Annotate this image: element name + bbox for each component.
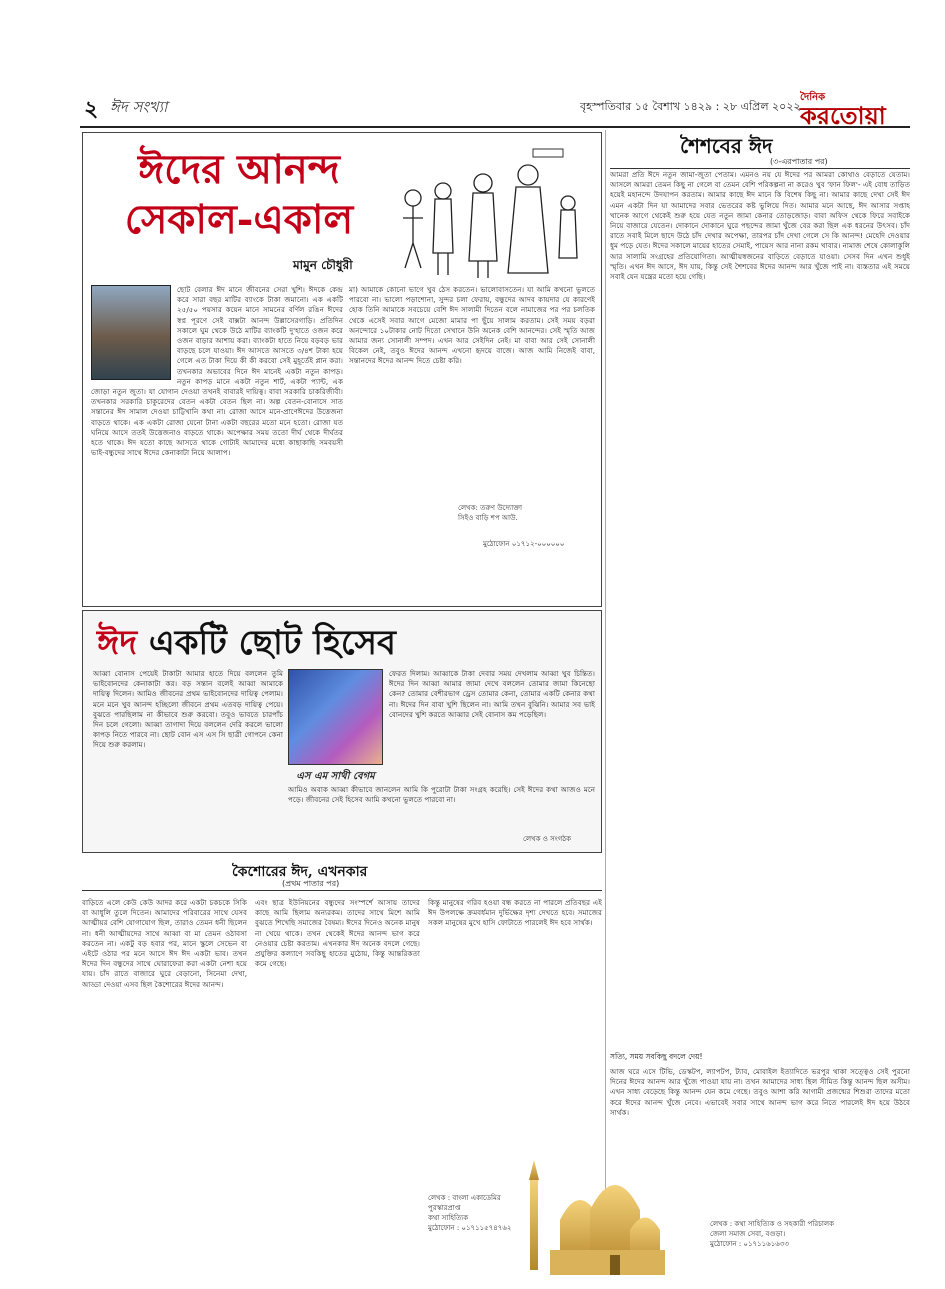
article-body: আমরা প্রতি ঈদে নতুন জামা-জুতা পেতাম। এমনও নয় যে ঈদের পর আমরা কোথাও বেড়াতে যেতাম। আসলে আমরা তেমন কিছু না গেলে বা তেমন বেশি পরিকল্পনা না করেও খুব 'ফান ফিল'- এই বোধ তাড়িত হয়েই মহানন্দে উদযাপন করতাম। আমার কাছে ঈদ মানে কি বিশেষ কিছু না। আমার কাছে দেখা সেই ঈদ এমন একটা দিন যা আমাদের সবার ভেতরের কষ্ট ভুলিয়ে দিত। আমার মনে আছে, ঈদ আসার সপ্তাহ খানেক আগে থেকেই শুরু হয়ে যেত নতুন জামা কেনার তোড়জোড়। বাবা অফিস থেকে ফিরে সবাইকে নিয়ে বাজারে যেতেন। দোকানে দোকানে ঘুরে পছন্দের জামা খুঁজে বের করা ছিল এক ধরনের উৎসব। চাঁদ রাতে সবাই মিলে ছাদে উঠে চাঁদ দেখার অপেক্ষা, তারপর চাঁদ দেখা গেলে সে কি আনন্দ! মেহেদি দেওয়ার ধুম পড়ে যেত। ঈদের সকালে মায়ের হাতের সেমাই, পায়েস আর নানা রকম খাবার। নামাজ শেষে কোলাকুলি আর সালামি সংগ্রহের প্রতিযোগিতা। আত্মীয়স্বজনের বাড়িতে বেড়াতে যাওয়া। সেসব দিন এখন শুধুই স্মৃতি। এখন ঈদ আসে, ঈদ যায়, কিন্তু সেই শৈশবের ঈদের আনন্দ আর খুঁজে পাই না। ব্যস্ততার এই সময়ে সবাই যেন যন্ত্রের মতো হয়ে গেছি। — [610, 170, 910, 282]
article-body-col2: এবং ছাত্র ইউনিয়নের বন্ধুদের সংস্পর্শে আসায় তাদের কাছে আমি ছিলাম অন্যরকম। তাদের সাথে মিশে আমি বুঝতে শিখেছি সমাজের বৈষম্য। ঈদের দিনেও অনেক মানুষ না খেয়ে থাকে। তখন থেকেই ঈদের আনন্দ ভাগ করে নেওয়ার চেষ্টা করতাম। এখনকার ঈদ অনেক বদলে গেছে। প্রযুক্তির কল্যাণে সবকিছু হাতের মুঠোয়, কিন্তু আন্তরিকতা কমে গেছে। — [255, 898, 420, 969]
headline-rest: একটি ছোট হিসেব — [148, 623, 396, 663]
photo-caption: এস এম সাথী বেগম — [296, 771, 375, 782]
illustration — [383, 143, 595, 283]
section-name: ঈদ সংখ্যা — [110, 98, 168, 116]
article-author: মামুন চৌধুরী — [293, 258, 353, 272]
article-body-col2: ফেরত দিলাম। আব্বাকে টাকা দেবার সময় দেখলাম আব্বা খুব চিন্তিত। ঈদের দিন আব্বা আমার জামা দেখে বললেন তোমার জামা কিনেছো কেন? তোমার বেশীরভাগ ড্রেস তোমার কেনা, তোমার একটি কেনার কথা না। ঈদের দিন বাবা খুশি ছিলেন না। আমি তখন বুঝিনি। আমার সব ভাই বোনদের খুশি করতে আব্বার সেই বোনাস কম পড়েছিল। — [389, 669, 595, 719]
article-headline — [97, 617, 396, 674]
pull-line: সত্যি, সময় সবকিছু বদলে দেয়! — [610, 1052, 703, 1061]
author-line-1: লেখক : বাংলা একাডেমির — [428, 1194, 501, 1202]
article-body-col2: মা) আমাকে কোনো ভাগে খুব ঠেস করতেন। ভালোবাসতেন। যা আমি কখনো ভুলতে পারবো না। ভালো পড়াশোনা, সুন্দর চলা ফেরায়, বন্ধুদের আদব কায়দার যে কারণেই হোক তিনি আমাকে সবচেয়ে বেশি ঈদ সালামী দিতেন বলে নামাজের পর পর চলতিক থেকে এসেই সবার আগে মেজো মামার পা ছুঁয়ে সালাম করতাম। সেই সময় বড়রা অনন্দোরে ১০টাকার নোট দিতো সেখানে উনি অনেক বেশি আনন্দের। সেই স্মৃতি আজ আমার জন্য সোনালী সম্পদ। এখন আর সেইদিন নেই। মা বাবা আর সেই সোনালী বিকেল নেই, তবুও ঈদের আনন্দ এখনো হৃদয়ে বাজে। আজ আমি নিজেই বাবা, সন্তানদের ঈদের আনন্দ দিতে চেষ্টা করি। — [349, 285, 595, 366]
article-headline: কৈশোরের ঈদ, এখনকার — [232, 864, 368, 880]
article-eid-small-account — [82, 610, 602, 853]
article-continuation: (৩-এরপাতার পর) — [770, 157, 828, 166]
article-headline: শৈশবের ঈদ — [680, 134, 773, 158]
headline-line-1: ঈদের আনন্দ — [138, 146, 340, 193]
divider — [610, 168, 910, 169]
author-line-3: কথা সাহিত্যিক — [428, 1214, 469, 1222]
article-body-continued: আজ ঘরে এসে টিভি, ডেস্কটপ, ল্যাপটপ, ট্যাব, মোবাইল ইত্যাদিতে ভরপুর থাকা সত্ত্বেও সেই পুরনো দিনের ঈদের আনন্দ আর খুঁজে পাওয়া যায় না। তখন আমাদের সাধ্য ছিল সীমিত কিন্তু আনন্দ ছিল অসীম। এখন সাধ্য বেড়েছে কিন্তু আনন্দ যেন কমে গেছে। তবুও আশা করি আগামী প্রজন্মের শিশুরা তাদের মতো করে ঈদের আনন্দ খুঁজে নেবে। এভাবেই সবার সাথে আনন্দ ভাগ করে নিতে পারলেই ঈদ হয়ে উঠবে সার্থক। — [610, 1067, 910, 1117]
article-continuation: (প্রথম পাতার পর) — [282, 879, 340, 888]
dateline: বৃহস্পতিবার ১৫ বৈশাখ ১৪২৯ : ২৮ এপ্রিল ২০২২ — [580, 100, 801, 113]
headline-line-2: সেকাল-একাল — [124, 196, 354, 243]
body-text: ছোট বেলার ঈদ মানে জীবনের সেরা খুশি। ঈদকে কেন্দ্র করে সারা বছর মাটির ব্যাংকে টাকা জমানো। এক একটি ২৫/৫০ পয়সার কয়েন মানে সামনের বর্ণিল রঙিন ঈদের স্বপ্ন পূরণে সেই বাক্সটা আনন্দ উল্লাসেরগাড়ি। প্রতিদিন সকালে ঘুম থেকে উঠে মাটির ব্যাংকটি দু'হাতে ওজন করে ওজন বাড়ার আশায় করা। ব্যাংকটা হাতে নিয়ে বড়বড় ভার বাড়ছে চলে যাওয়া। ঈদ আসতে আসতে ৩/৪শ টাকা হয়ে গেলে এত টাকা দিয়ে কী কী করবো সেই মুহূর্তেই প্লান করা। তখনকার অভাবের দিনে ঈদ মানেই একটা নতুন কাপড়। নতুন কাপড় মানে একটা নতুন শার্ট, একটা প্যান্ট, এক জোড়া নতুন জুতা। যা যোগান দেওয়া তখনই বাবারই দায়িত্ব। বাবা সরকারি চাকরিজীবী। তখনকার সরকারি চাকুরেদের বেতন একটা বেতন ছিল না। অল্প বেতন-বোনাসে সাত সন্তানের ঈদ সামাল দেওয়া চাট্টিখানি কথা না। রোজা আসে মনে-প্রাণেঈদের উত্তেজনা বাড়তে থাকে। এক একটা রোজা যেনো টানা একটা বছরের মতো মনে হতো। রোজা যত ঘনিয়ে আসে ততই উত্তেজনাও বাড়তে থাকে। অপেক্ষার সময় ততো দীর্ঘ থেকে দীর্ঘতর হতে থাকে। ঈদ যতো কাছে আসতে থাকে গোটাই আমাদের মধ্যে কাছাকাছি সমবয়সী ভাই-বন্ধুদের সাথে ঈদের কেনাকাটা নিয়ে আলাপ। — [91, 285, 343, 458]
column-divider — [605, 130, 606, 1270]
headline-red: ঈদ — [97, 623, 138, 663]
author-line-1: লেখক : কথা সাহিত্যিক ও সহকারী পরিচালক — [710, 1220, 834, 1228]
author-credit: লেখক ও সংগঠক — [523, 835, 572, 843]
article-body-col1 — [91, 285, 343, 605]
author-credit — [710, 1219, 910, 1249]
author-credit — [458, 503, 522, 523]
author-mobile: মুঠোফোন : ০১৭১১৫৭৪৭৬২ — [428, 1224, 512, 1232]
article-eid-then-now — [82, 132, 602, 607]
author-photo — [288, 669, 383, 765]
author-line-2: পুরস্কারপ্রাপ্ত — [428, 1204, 461, 1212]
article-body-col1: আব্বা বোনাস পেয়েই টাকাটা আমার হাতে দিয়ে বললেন তুমি ভাইবোনদের কেনাকাটা কর। বড় সন্তান বলেই আব্বা আমাকে দায়িত্ব দিলেন। আমিও জীবনের প্রথম ভাইবোনদের দায়িত্ব পেলাম। মনে মনে খুব আনন্দ হচ্ছিলো জীবনে প্রথম এতবড় দায়িত্ব পেয়ে। বুঝতে পারছিলাম না কীভাবে শুরু করবো। তবুও ভাবতে চারপাঁচ দিন চলে গেলো। আব্বা তাগাদা দিয়ে বললেন দেরি করলে ভালো কাপড় নিতে পারবে না। ছোট বোন এস এস সি ছাত্রী গোপনে কেনা দিয়ে শুরু করলাম। — [93, 669, 283, 750]
credit-line-1: লেখক: তরুণ উদ্যোক্তা — [458, 504, 523, 512]
article-headline — [89, 145, 389, 245]
author-line-2: জেলা সমাজ সেবা, বগুড়া। — [710, 1230, 786, 1238]
mosque-illustration — [520, 1140, 670, 1280]
article-body-col3: কিন্তু মানুষের গরিব হওয়া বন্ধ করতে না পারলে প্রতিবছর এই ঈদ উপলক্ষে ক্রমবর্ধমান দুর্ভিক্ষের দৃশ্য দেখতে হবে। সমাজের সকল মানুষের মুখে হাসি ফোটাতে পারলেই ঈদ হবে সার্থক। — [428, 898, 602, 928]
divider — [82, 890, 602, 891]
author-mobile: মুঠোফোন ০১৭১২-০০০০০০ — [483, 540, 565, 548]
article-body-col3: আমিও অবাক আব্বা কীভাবে জানলেন আমি কি পুরোটা টাকা সংগ্রহ করেছি। সেই ঈদের কথা আজও মনে পড়ে। জীবনের সেই হিসেব আমি কখনো ভুলতে পারবো না। — [288, 785, 595, 805]
author-mobile: মুঠোফোন : ০১৭১১৬১৬৩৩ — [710, 1240, 789, 1248]
article-body-col1: বাড়িতে এলে কেউ কেউ আদর করে একটা চকচকে সিকি বা আধুলি তুলে দিতেন। আমাদের পরিবারের সাথে যেসব আত্মীয়র বেশি যোগাযোগ ছিল, তারাও তেমন ধনী ছিলেন না। ধনী আত্মীয়দের সাথে আব্বা বা মা তেমন ওঠাবসা করতেন না। একটু বড় হবার পর, মানে স্কুলে সেভেন বা এইটে ওঠার পর মনে আসে ঈদ ঈদ একটা ভাব। তখন ঈদের দিন বন্ধুদের সাথে ঘোরাফেরা করা একটা নেশা হয়ে যায়। চাঁদ রাতে বাজারে ঘুরে বেড়ানো, সিনেমা দেখা, আড্ডা দেওয়া এসব ছিল কৈশোরের ঈদের আনন্দ। — [82, 898, 247, 989]
masthead — [80, 84, 910, 128]
credit-line-2: সিইও বাড়ি শপ আউ. — [458, 514, 518, 522]
brand-prefix: দৈনিক — [800, 92, 826, 103]
brand-logo: করতোয়া — [800, 101, 886, 130]
article-childhood-eid — [610, 132, 910, 1272]
page-number: ২ — [84, 97, 99, 122]
